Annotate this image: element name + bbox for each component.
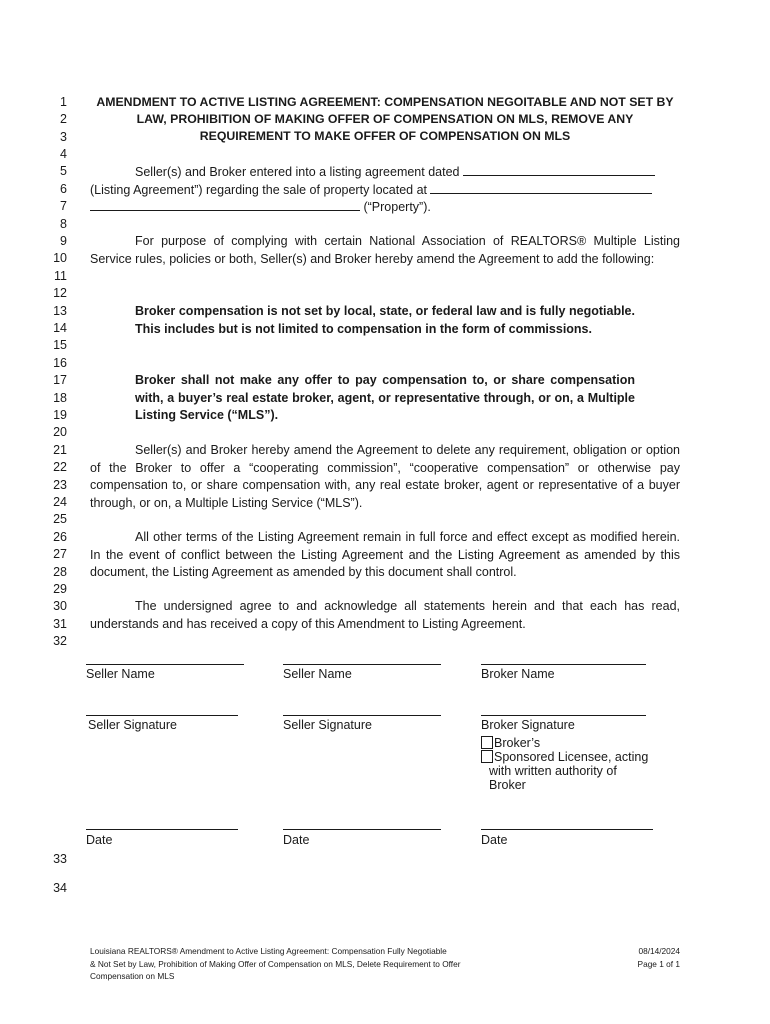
intro-line-3 (90, 198, 431, 217)
line-number: 16 (53, 356, 67, 370)
other-terms-paragraph: All other terms of the Listing Agreement remain in full force and effect except as modified herein. In the event of conflict between the Listing Agreement and the Listing Agreement as amended by this document, the Listing Agreement as amended by this document shall control. (90, 530, 680, 579)
date-label-3: Date (481, 833, 508, 847)
line-number: 12 (53, 286, 67, 300)
line-number: 28 (53, 565, 67, 579)
title-line: REQUIREMENT TO MAKE OFFER OF COMPENSATION ON MLS (199, 129, 571, 144)
line-number: 7 (60, 199, 67, 213)
sponsored-option-label-3: Broker (489, 778, 526, 792)
listing-date-field[interactable] (463, 163, 655, 176)
compensation-negotiable-clause: Broker compensation is not set by local, state, or federal law and is fully negotiable. This includes but is not limited to compensation in the form of commissions. (135, 304, 635, 336)
purpose-paragraph: For purpose of complying with certain National Association of REALTORS® Multiple Listing Service rules, policies or both, Seller(s) and Broker hereby amend the Agreement to add the following: (90, 234, 680, 266)
footer-form-title (90, 945, 540, 983)
line-number: 8 (60, 217, 67, 231)
date-line-1[interactable] (86, 829, 238, 830)
title-line: LAW, PROHIBITION OF MAKING OFFER OF COMPENSATION ON MLS, REMOVE ANY (136, 112, 634, 127)
intro-line-1 (135, 163, 655, 182)
line-number: 24 (53, 495, 67, 509)
line-number: 18 (53, 391, 67, 405)
intro-text: (Listing Agreement”) regarding the sale of property located at (90, 183, 427, 197)
footer-line: & Not Set by Law, Prohibition of Making Offer of Compensation on MLS, Delete Requirement to Offer (90, 958, 461, 969)
seller-signature-line-1[interactable] (86, 715, 238, 716)
line-number: 1 (60, 95, 67, 109)
seller-name-line-2[interactable] (283, 664, 441, 665)
line-number: 15 (53, 338, 67, 352)
sponsored-option-label: Sponsored Licensee, acting (494, 750, 649, 764)
sponsored-licensee-option (481, 750, 648, 764)
sponsored-option-label-2: with written authority of (489, 764, 617, 778)
date-line-3[interactable] (481, 829, 653, 830)
intro-text: Seller(s) and Broker entered into a listing agreement dated (135, 165, 460, 179)
intro-line-2 (90, 181, 652, 200)
line-number: 17 (53, 373, 67, 387)
line-number: 19 (53, 408, 67, 422)
date-line-2[interactable] (283, 829, 441, 830)
line-number: 5 (60, 164, 67, 178)
broker-option (481, 736, 540, 750)
line-number: 31 (53, 617, 67, 631)
line-number: 21 (53, 443, 67, 457)
footer-page-number: Page 1 of 1 (637, 958, 680, 969)
line-number: 33 (53, 852, 67, 866)
line-number: 30 (53, 599, 67, 613)
brokers-checkbox[interactable] (481, 736, 493, 749)
line-number: 22 (53, 460, 67, 474)
line-number: 32 (53, 634, 67, 648)
title-line: AMENDMENT TO ACTIVE LISTING AGREEMENT: COMPENSATION NEGOITABLE AND NOT SET BY (96, 95, 674, 109)
seller-name-label-2: Seller Name (283, 667, 352, 681)
footer-meta (580, 945, 680, 970)
amend-paragraph: Seller(s) and Broker hereby amend the Agreement to delete any requirement, obligation or option of the Broker to offer a “cooperating commission”, “cooperative compensation” or otherwise pay compensation to, or share compensation with, any real estate broker, agent or representative of a buyer through, or on, a Multiple Listing Service (“MLS”). (90, 443, 680, 510)
no-mls-offer-clause: Broker shall not make any offer to pay compensation to, or share compensation with, a buyer’s real estate broker, agent, or representative through, or on, a Multiple Listing Service (“MLS”). (135, 373, 635, 422)
line-number: 20 (53, 425, 67, 439)
broker-signature-line[interactable] (481, 715, 646, 716)
seller-name-label-1: Seller Name (86, 667, 155, 681)
intro-text: (“Property”). (363, 200, 431, 214)
line-number: 6 (60, 182, 67, 196)
line-number: 9 (60, 234, 67, 248)
acknowledge-paragraph: The undersigned agree to and acknowledge all statements herein and that each has read, understands and has received a copy of this Amendment to Listing Agreement. (90, 599, 680, 631)
broker-name-line[interactable] (481, 664, 646, 665)
broker-signature-label: Broker Signature (481, 718, 575, 732)
line-number: 34 (53, 881, 67, 895)
line-number: 13 (53, 304, 67, 318)
brokers-option-label: Broker’s (494, 736, 541, 750)
date-label-1: Date (86, 833, 113, 847)
line-number: 29 (53, 582, 67, 596)
property-address-field[interactable] (430, 181, 652, 194)
line-number: 26 (53, 530, 67, 544)
line-number: 4 (60, 147, 67, 161)
property-address-field-2[interactable] (90, 198, 360, 211)
seller-signature-line-2[interactable] (283, 715, 441, 716)
seller-signature-label-2: Seller Signature (283, 718, 372, 732)
line-number: 25 (53, 512, 67, 526)
line-number: 2 (60, 112, 67, 126)
document-title (88, 94, 682, 146)
broker-name-label: Broker Name (481, 667, 555, 681)
seller-signature-label-1: Seller Signature (88, 718, 177, 732)
line-number: 11 (54, 269, 67, 283)
date-label-2: Date (283, 833, 310, 847)
footer-line: Louisiana REALTORS® Amendment to Active Listing Agreement: Compensation Fully Negotiable (90, 946, 447, 956)
line-number: 3 (60, 130, 67, 144)
line-number: 23 (53, 478, 67, 492)
line-number: 10 (53, 251, 67, 265)
footer-line: Compensation on MLS (90, 971, 175, 981)
sponsored-licensee-checkbox[interactable] (481, 750, 493, 763)
footer-date: 08/14/2024 (638, 946, 680, 956)
line-number: 14 (53, 321, 67, 335)
seller-name-line-1[interactable] (86, 664, 244, 665)
line-number: 27 (53, 547, 67, 561)
